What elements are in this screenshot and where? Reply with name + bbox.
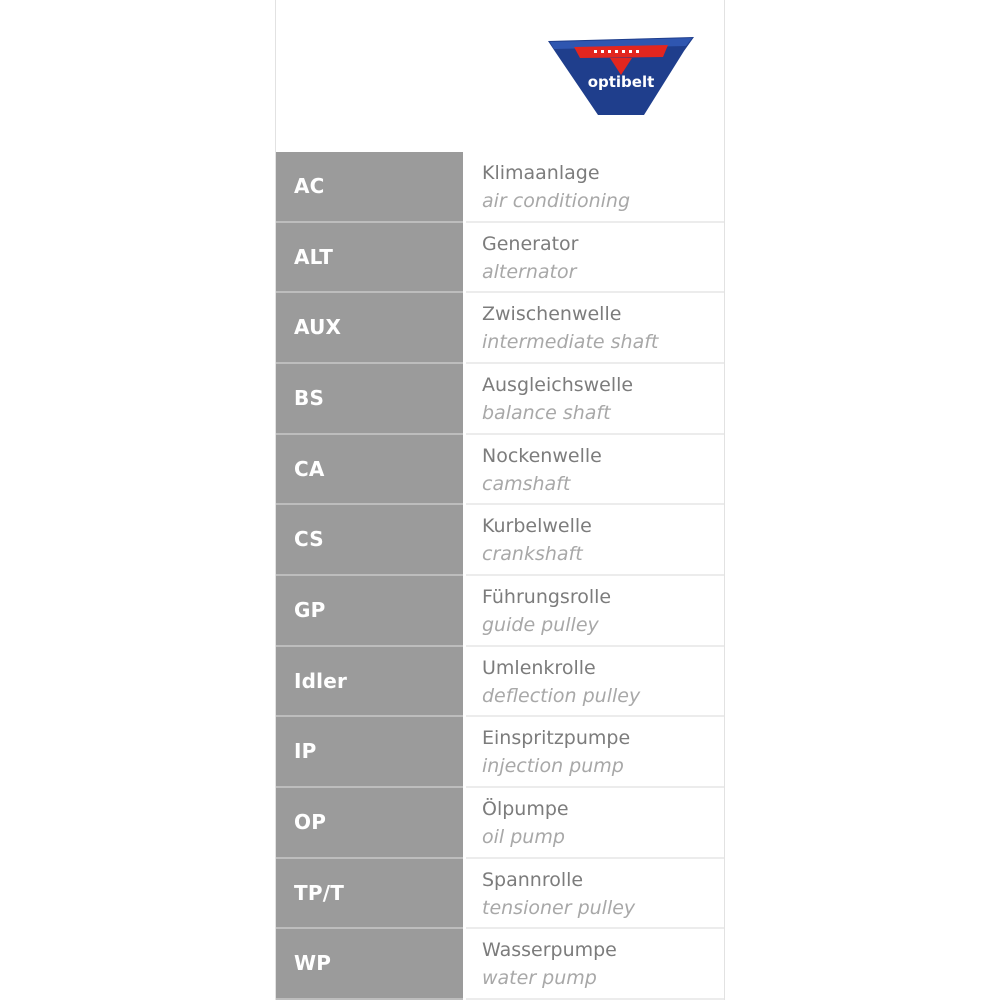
- abbreviation: IP: [294, 739, 317, 763]
- english-term: water pump: [482, 967, 597, 989]
- description-cell: [466, 859, 724, 929]
- abbreviation-cell: [276, 859, 463, 929]
- abbreviation-cell: [276, 223, 463, 293]
- description-cell: [466, 364, 724, 435]
- description-cell: [466, 576, 724, 647]
- english-term: deflection pulley: [482, 685, 641, 707]
- german-term: Spannrolle: [482, 869, 584, 891]
- english-term: alternator: [482, 261, 577, 283]
- glossary-row: [276, 717, 724, 788]
- description-cell: [466, 929, 724, 1000]
- description-cell: [466, 717, 724, 788]
- german-term: Nockenwelle: [482, 445, 602, 467]
- german-term: Einspritzpumpe: [482, 727, 631, 749]
- abbreviation: WP: [294, 951, 332, 975]
- german-term: Ausgleichswelle: [482, 374, 634, 396]
- english-term: tensioner pulley: [482, 897, 636, 919]
- description-cell: [466, 505, 724, 576]
- abbreviation-cell: [276, 647, 463, 717]
- german-term: Umlenkrolle: [482, 657, 596, 679]
- german-term: Kurbelwelle: [482, 515, 592, 537]
- abbreviation: AC: [294, 174, 325, 198]
- german-term: Wasserpumpe: [482, 939, 617, 961]
- glossary-row: [276, 647, 724, 717]
- german-term: Führungsrolle: [482, 586, 612, 608]
- description-cell: [466, 435, 724, 505]
- abbreviation-cell: [276, 929, 463, 1000]
- abbreviation: TP/T: [294, 881, 345, 905]
- glossary-row: [276, 788, 724, 859]
- english-term: intermediate shaft: [482, 331, 659, 353]
- logo-wordmark: optibelt: [587, 73, 655, 91]
- english-term: balance shaft: [482, 402, 611, 424]
- glossary-sheet: [275, 0, 725, 1000]
- abbreviation: BS: [294, 386, 325, 410]
- abbreviation: Idler: [294, 669, 348, 693]
- abbreviation: ALT: [294, 245, 334, 269]
- description-cell: [466, 788, 724, 859]
- abbreviation-cell: [276, 717, 463, 788]
- column-divider: [463, 152, 466, 1000]
- english-term: camshaft: [482, 473, 571, 495]
- german-term: Ölpumpe: [482, 798, 569, 820]
- abbreviation: OP: [294, 810, 327, 834]
- glossary-row: [276, 293, 724, 364]
- glossary-row: [276, 859, 724, 929]
- description-cell: [466, 293, 724, 364]
- glossary-row: [276, 576, 724, 647]
- abbreviation-cell: [276, 505, 463, 576]
- abbreviation-cell: [276, 788, 463, 859]
- glossary-row: [276, 435, 724, 505]
- german-term: Generator: [482, 233, 579, 255]
- optibelt-logo: [546, 35, 696, 120]
- glossary-row: [276, 364, 724, 435]
- glossary-row: [276, 223, 724, 293]
- german-term: Klimaanlage: [482, 162, 600, 184]
- glossary-row: [276, 929, 724, 1000]
- glossary-row: [276, 152, 724, 223]
- abbreviation: CA: [294, 457, 325, 481]
- english-term: crankshaft: [482, 543, 583, 565]
- abbreviation: CS: [294, 527, 324, 551]
- english-term: guide pulley: [482, 614, 599, 636]
- german-term: Zwischenwelle: [482, 303, 622, 325]
- glossary-row: [276, 505, 724, 576]
- description-cell: [466, 152, 724, 223]
- abbreviation-cell: [276, 293, 463, 364]
- description-cell: [466, 223, 724, 293]
- header: [276, 0, 724, 152]
- english-term: air conditioning: [482, 190, 631, 212]
- abbreviation-cell: [276, 576, 463, 647]
- abbreviation: AUX: [294, 315, 342, 339]
- abbreviation-cell: [276, 152, 463, 223]
- abbreviation-cell: [276, 435, 463, 505]
- english-term: oil pump: [482, 826, 565, 848]
- english-term: injection pump: [482, 755, 624, 777]
- glossary-table: [276, 152, 724, 1000]
- description-cell: [466, 647, 724, 717]
- abbreviation: GP: [294, 598, 326, 622]
- optibelt-logo-graphic: [546, 35, 696, 120]
- abbreviation-cell: [276, 364, 463, 435]
